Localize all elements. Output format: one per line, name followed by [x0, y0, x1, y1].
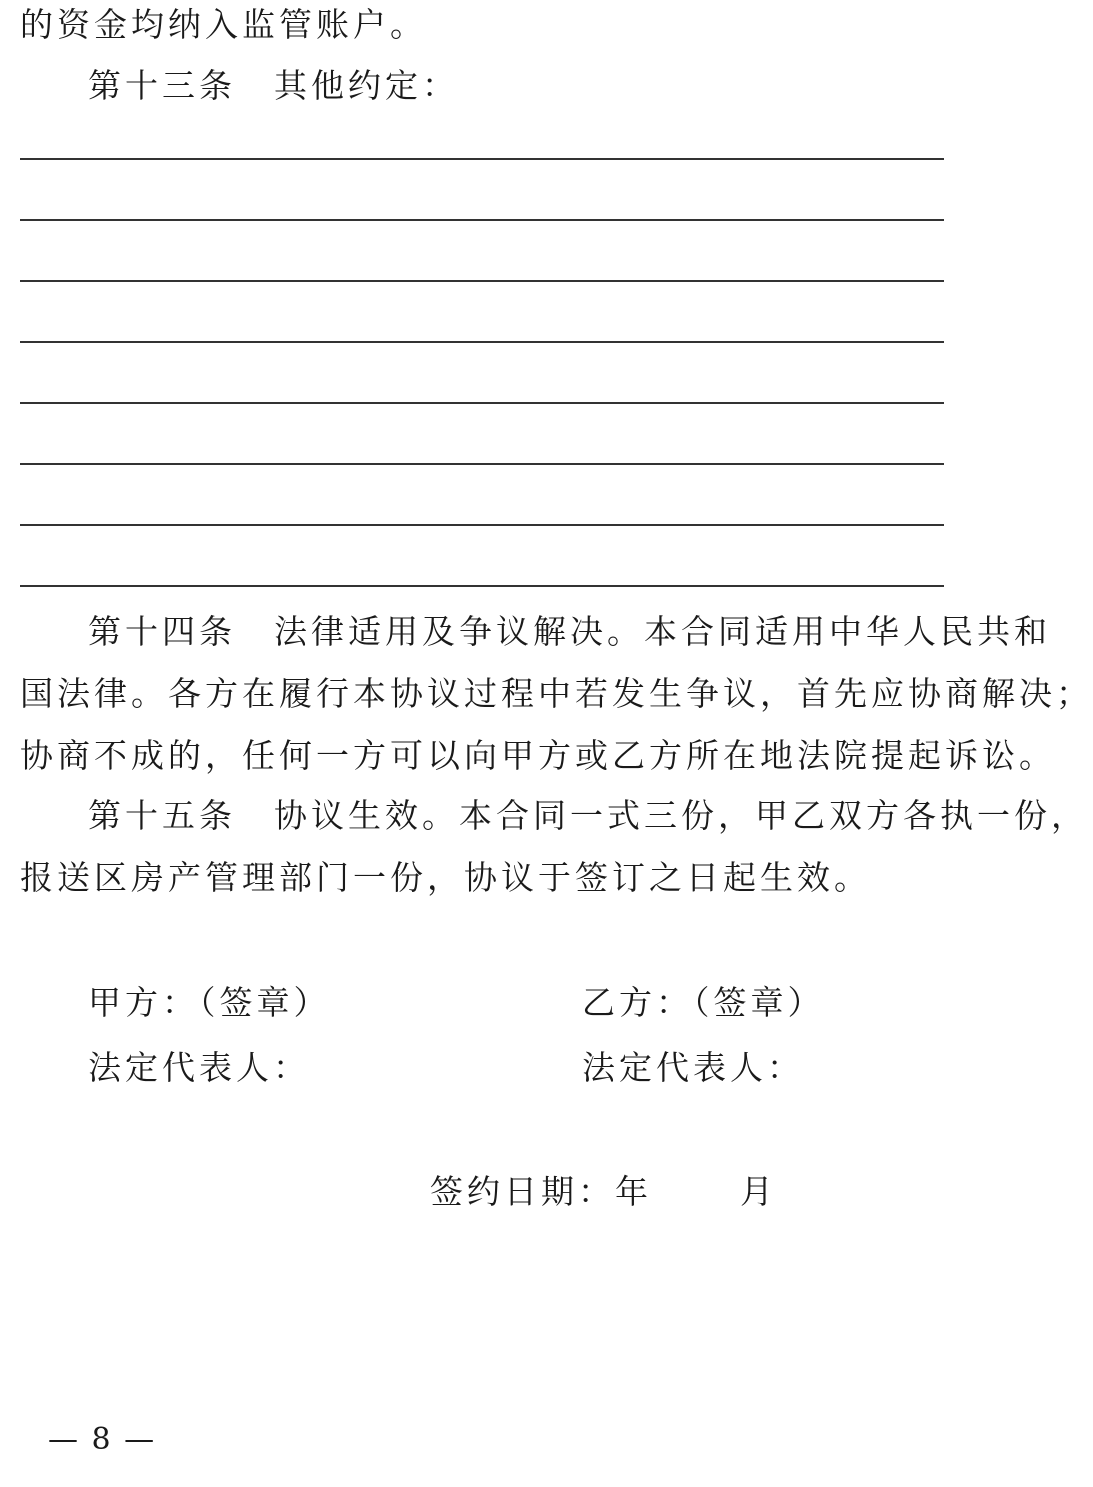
party-b-representative: 法定代表人： — [582, 1048, 804, 1087]
article-13-title: 其他约定： — [274, 66, 459, 105]
article-13 — [88, 66, 459, 106]
article-14-line-2: 国法律。各方在履行本协议过程中若发生争议，首先应协商解决； — [20, 674, 1093, 713]
paragraph-continuation: 的资金均纳入监管账户。 — [20, 5, 427, 44]
party-a-representative: 法定代表人： — [88, 1048, 310, 1087]
article-15-text: 协议生效。本合同一式三份，甲乙双方各执一份， — [274, 796, 1088, 835]
article-14-text: 法律适用及争议解决。本合同适用中华人民共和 — [274, 612, 1051, 651]
blank-line-3 — [20, 280, 944, 282]
article-15-line-2: 报送区房产管理部门一份，协议于签订之日起生效。 — [20, 858, 871, 897]
article-14-heading: 第十四条 — [88, 612, 236, 651]
blank-line-6 — [20, 463, 944, 465]
article-15-line-1 — [88, 796, 1088, 836]
blank-line-8 — [20, 585, 944, 587]
party-b-signature: 乙方：（签章） — [582, 983, 825, 1022]
signing-date — [430, 1172, 777, 1212]
blank-line-2 — [20, 219, 944, 221]
party-a-signature: 甲方：（签章） — [88, 983, 331, 1022]
signing-date-month: 月 — [740, 1172, 777, 1211]
blank-line-4 — [20, 341, 944, 343]
signing-date-label: 签约日期： — [430, 1172, 615, 1211]
article-15-heading: 第十五条 — [88, 796, 236, 835]
article-14-line-3: 协商不成的，任何一方可以向甲方或乙方所在地法院提起诉讼。 — [20, 736, 1056, 775]
article-13-heading: 第十三条 — [88, 66, 236, 105]
blank-line-7 — [20, 524, 944, 526]
page-number: — 8 — — [48, 1422, 157, 1457]
article-14-line-1 — [88, 612, 1051, 652]
signing-date-year: 年 — [615, 1172, 652, 1211]
blank-line-5 — [20, 402, 944, 404]
blank-line-1 — [20, 158, 944, 160]
